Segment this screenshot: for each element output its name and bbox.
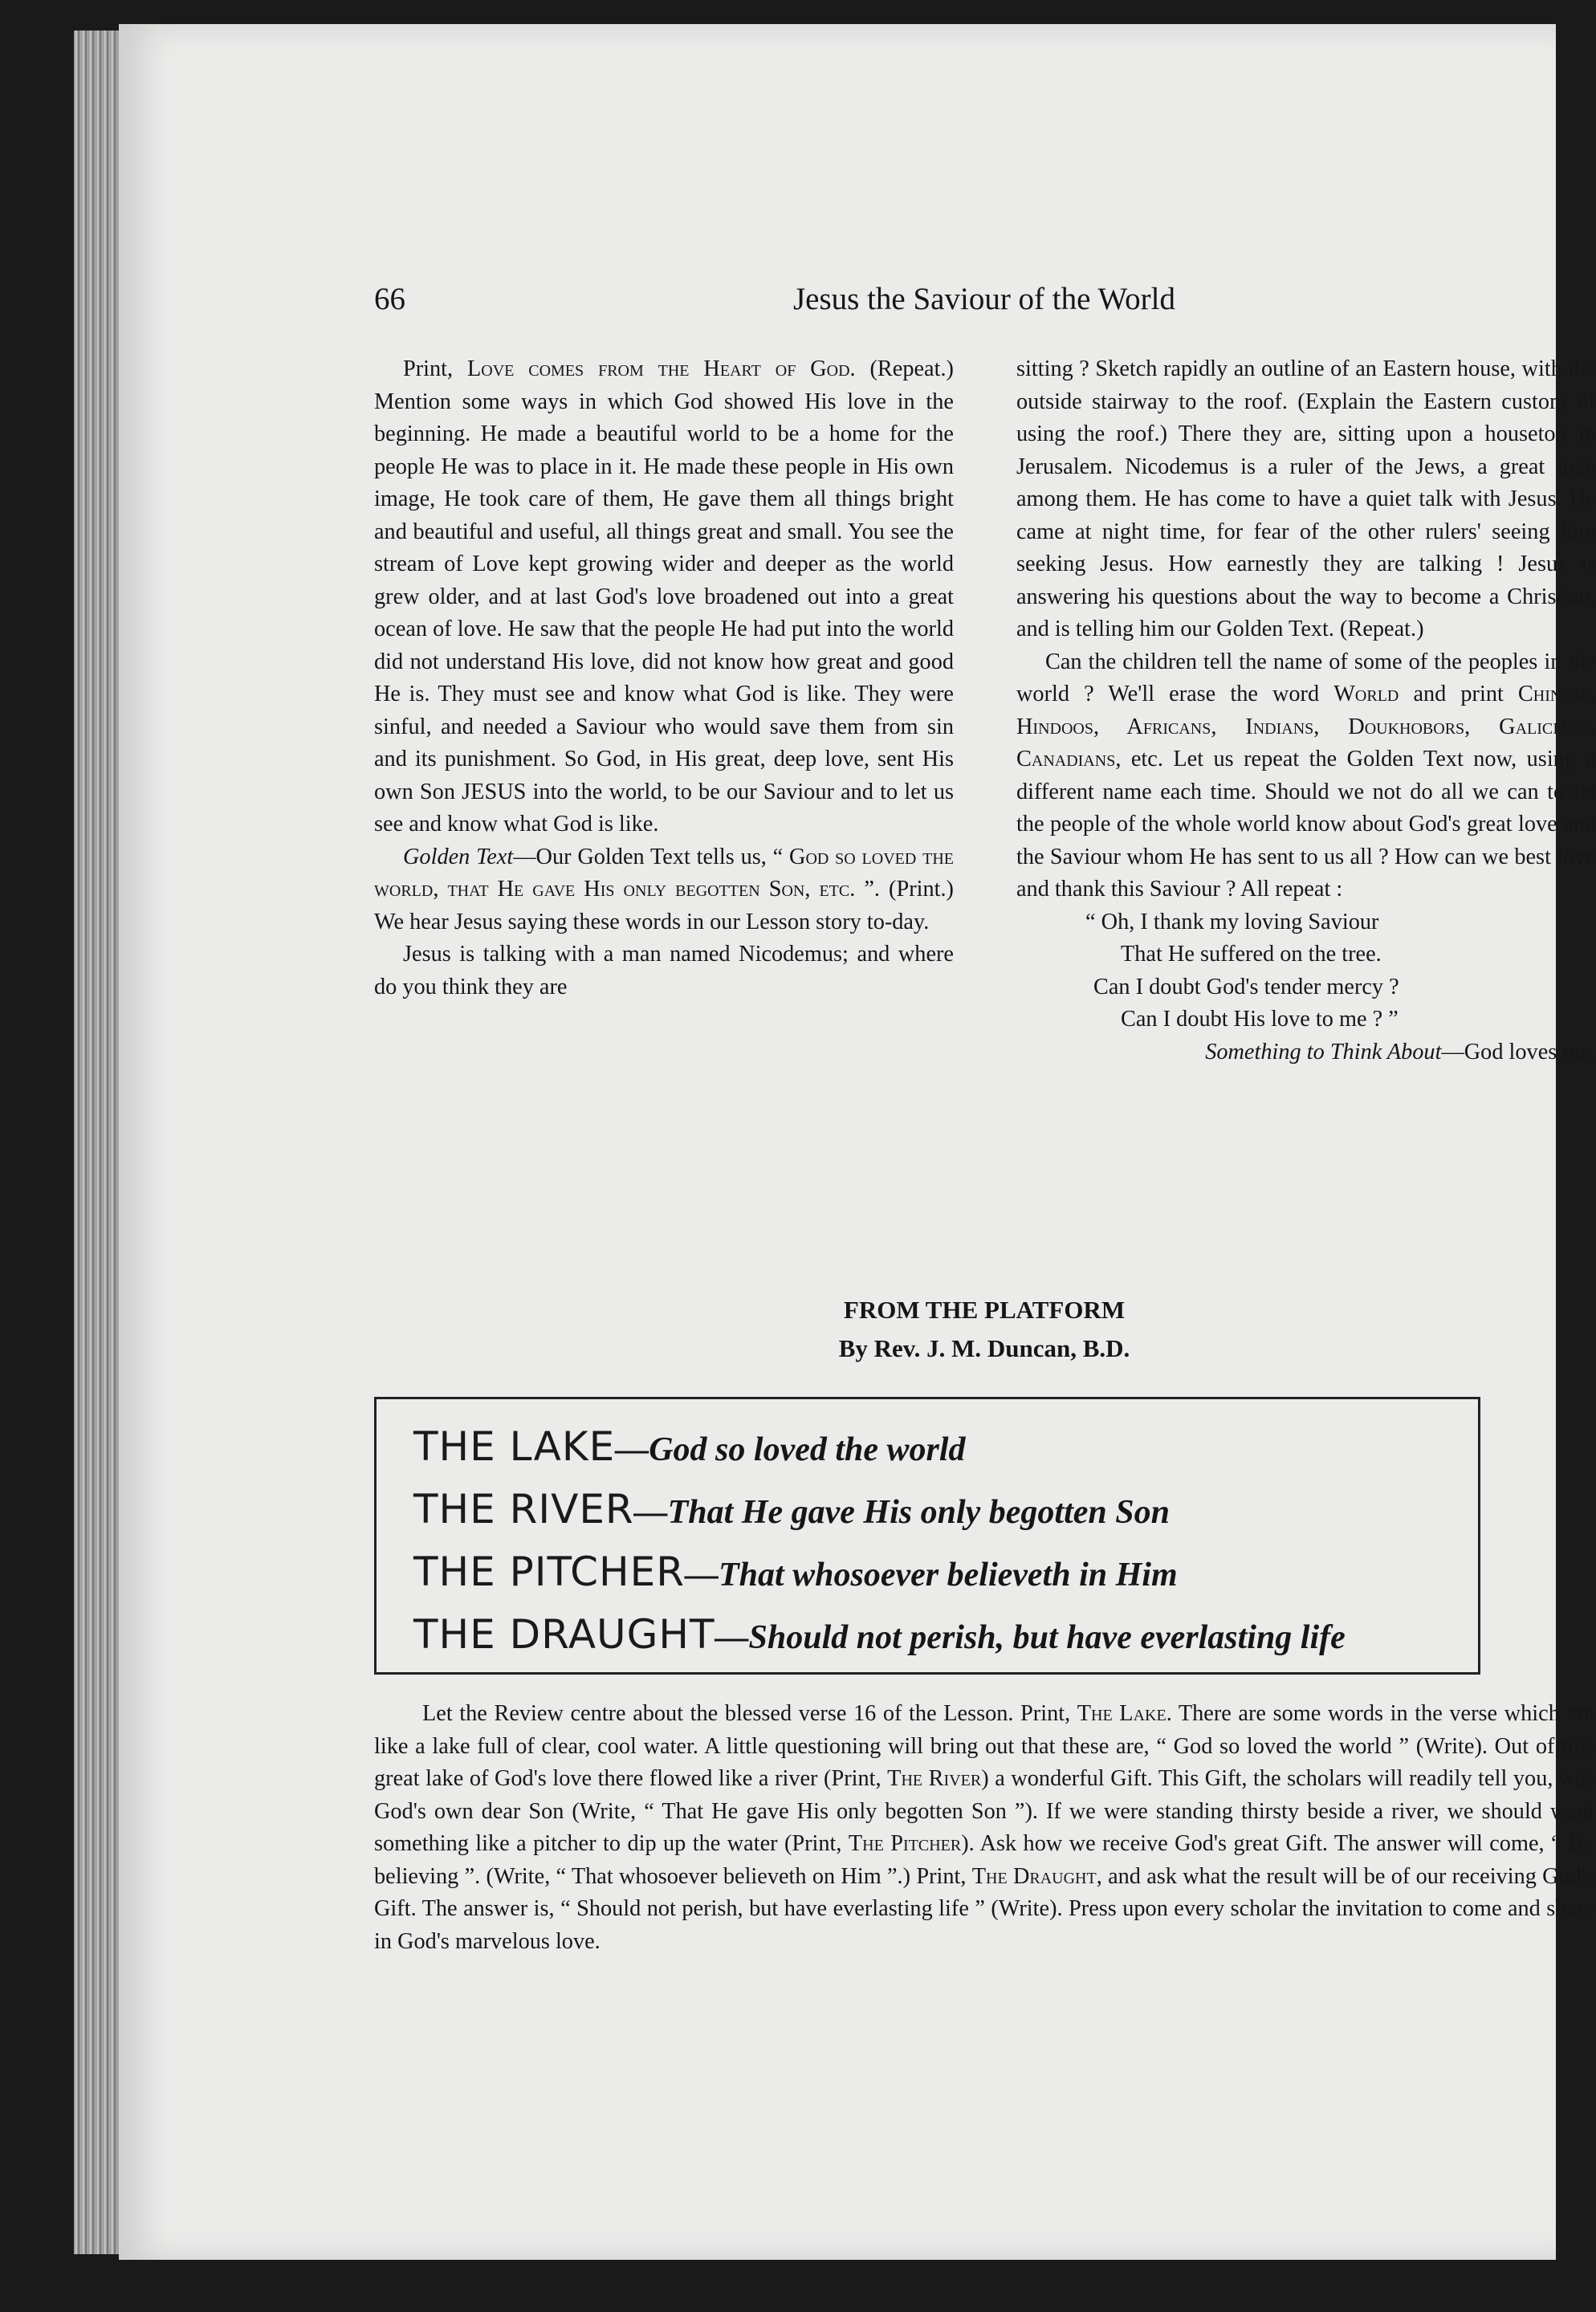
diagram-row-pitcher: THE PITCHER—That whosoever believeth in Him <box>413 1549 1178 1595</box>
book-page-edges <box>74 31 122 2254</box>
running-head <box>374 281 1594 329</box>
hymn-verse <box>1016 906 1596 1036</box>
page-number: 66 <box>374 282 405 316</box>
diagram-row-lake: THE LAKE—God so loved the world <box>413 1423 966 1470</box>
left-column <box>374 353 954 1003</box>
paragraph-love: Print, Love comes from the Heart of God. (Repeat.) Mention some ways in which God showed His love in the beginning. He made a beautiful world to be a home for the people He was to place in it. He made these people in His own image, He took care of them, He gave them all things bright and beautiful and useful, all things great and small. You see the stream of Love kept growing wider and deeper as the world grew older, and at last God's love broadened out into a great ocean of love. He saw that the people He had put into the world did not understand His love, did not know how great and good He is. They must see and know what God is like. They were sinful, and needed a Saviour who would save them from sin and its punishment. So God, in His great, deep love, sent His own Son JESUS into the world, to be our Saviour and to let us see and know what God is like. <box>374 356 954 836</box>
golden-text-quote: God so loved the world, that He gave His only begotten Son, etc. <box>374 844 954 902</box>
hymn-line: Can I doubt God's tender mercy ? <box>1093 974 1399 999</box>
hymn-line: “ Oh, I thank my loving Saviour <box>1085 909 1379 934</box>
review-paragraph: Let the Review centre about the blessed verse 16 of the Lesson. Print, The Lake. There are some words in the verse which are like a lake full of clear, cool water. A little questioning will bring out that these are, “ God so loved the world ” (Write). Out of this great lake of God's love there flowed like a river (Print, The River) a wonderful Gift. This Gift, the scholars will readily tell you, was God's own dear Son (Write, “ That He gave His only begotten Son ”). If we were standing thirsty beside a river, we should want something like a pitcher to dip up the water (Print, The Pitcher). Ask how we receive God's great Gift. The answer will come, “ By believing ”. (Write, “ That whosoever believeth on Him ”.) Print, The Draught, and ask what the result will be of our receiving God's Gift. The answer is, “ Should not perish, but have everlasting life ” (Write). Press upon every scholar the invitation to come and share in God's marvelous love. <box>374 1701 1594 1954</box>
paragraph-housetop: sitting ? Sketch rapidly an outline of an Eastern house, with the outside stairway to the roof. (Explain the Eastern custom of using the roof.) There they are, sitting upon a housetop in Jerusalem. Nicodemus is a ruler of the Jews, a great man among them. He has come to have a quiet talk with Jesus. He came at night time, for fear of the other rulers' seeing him seeking Jesus. How earnestly they are talking ! Jesus is answering his questions about the way to become a Christian, and is telling him our Golden Text. (Repeat.) <box>1016 356 1596 641</box>
printed-phrase: Love comes from the Heart of God. <box>467 356 856 381</box>
book-page <box>119 24 1596 2260</box>
diagram-row-river: THE RIVER—That He gave His only begotten Son <box>413 1486 1170 1533</box>
section-author: By Rev. J. M. Duncan, B.D. <box>838 1334 1130 1362</box>
right-column <box>1016 353 1596 1068</box>
hymn-line: That He suffered on the tree. <box>1121 942 1382 967</box>
paragraph-peoples: Can the children tell the name of some of the peoples in the world ? We'll erase the word World and print Chinese, Hindoos, Africans, Indians, Doukhobors, Galicians, Canadians, etc. Let us repeat the Golden Text now, using a different name each time. Should we not do all we can to let the people of the whole world know about God's great love and the Saviour whom He has sent to us all ? How can we best love and thank this Saviour ? All repeat : <box>1016 649 1596 902</box>
something-to-think-about: Something to Think About—God loves me. <box>1205 1039 1596 1064</box>
paragraph-nicodemus: Jesus is talking with a man named Nicodemus; and where do you think they are <box>374 942 954 999</box>
section-heading: FROM THE PLATFORM <box>843 1296 1126 1324</box>
diagram-row-draught: THE DRAUGHT—Should not perish, but have everlasting life <box>413 1611 1346 1658</box>
golden-text-label: Golden Text <box>403 844 514 869</box>
hymn-line: Can I doubt His love to me ? ” <box>1121 1007 1399 1032</box>
blackboard-diagram <box>374 1397 1480 1675</box>
paragraph-golden-text: Golden Text—Our Golden Text tells us, “ God so loved the world, that He gave His only begotten Son, etc. ”. (Print.) We hear Jesus saying these words in our Lesson story to-day. <box>374 844 954 934</box>
running-title: Jesus the Saviour of the World <box>793 282 1175 316</box>
